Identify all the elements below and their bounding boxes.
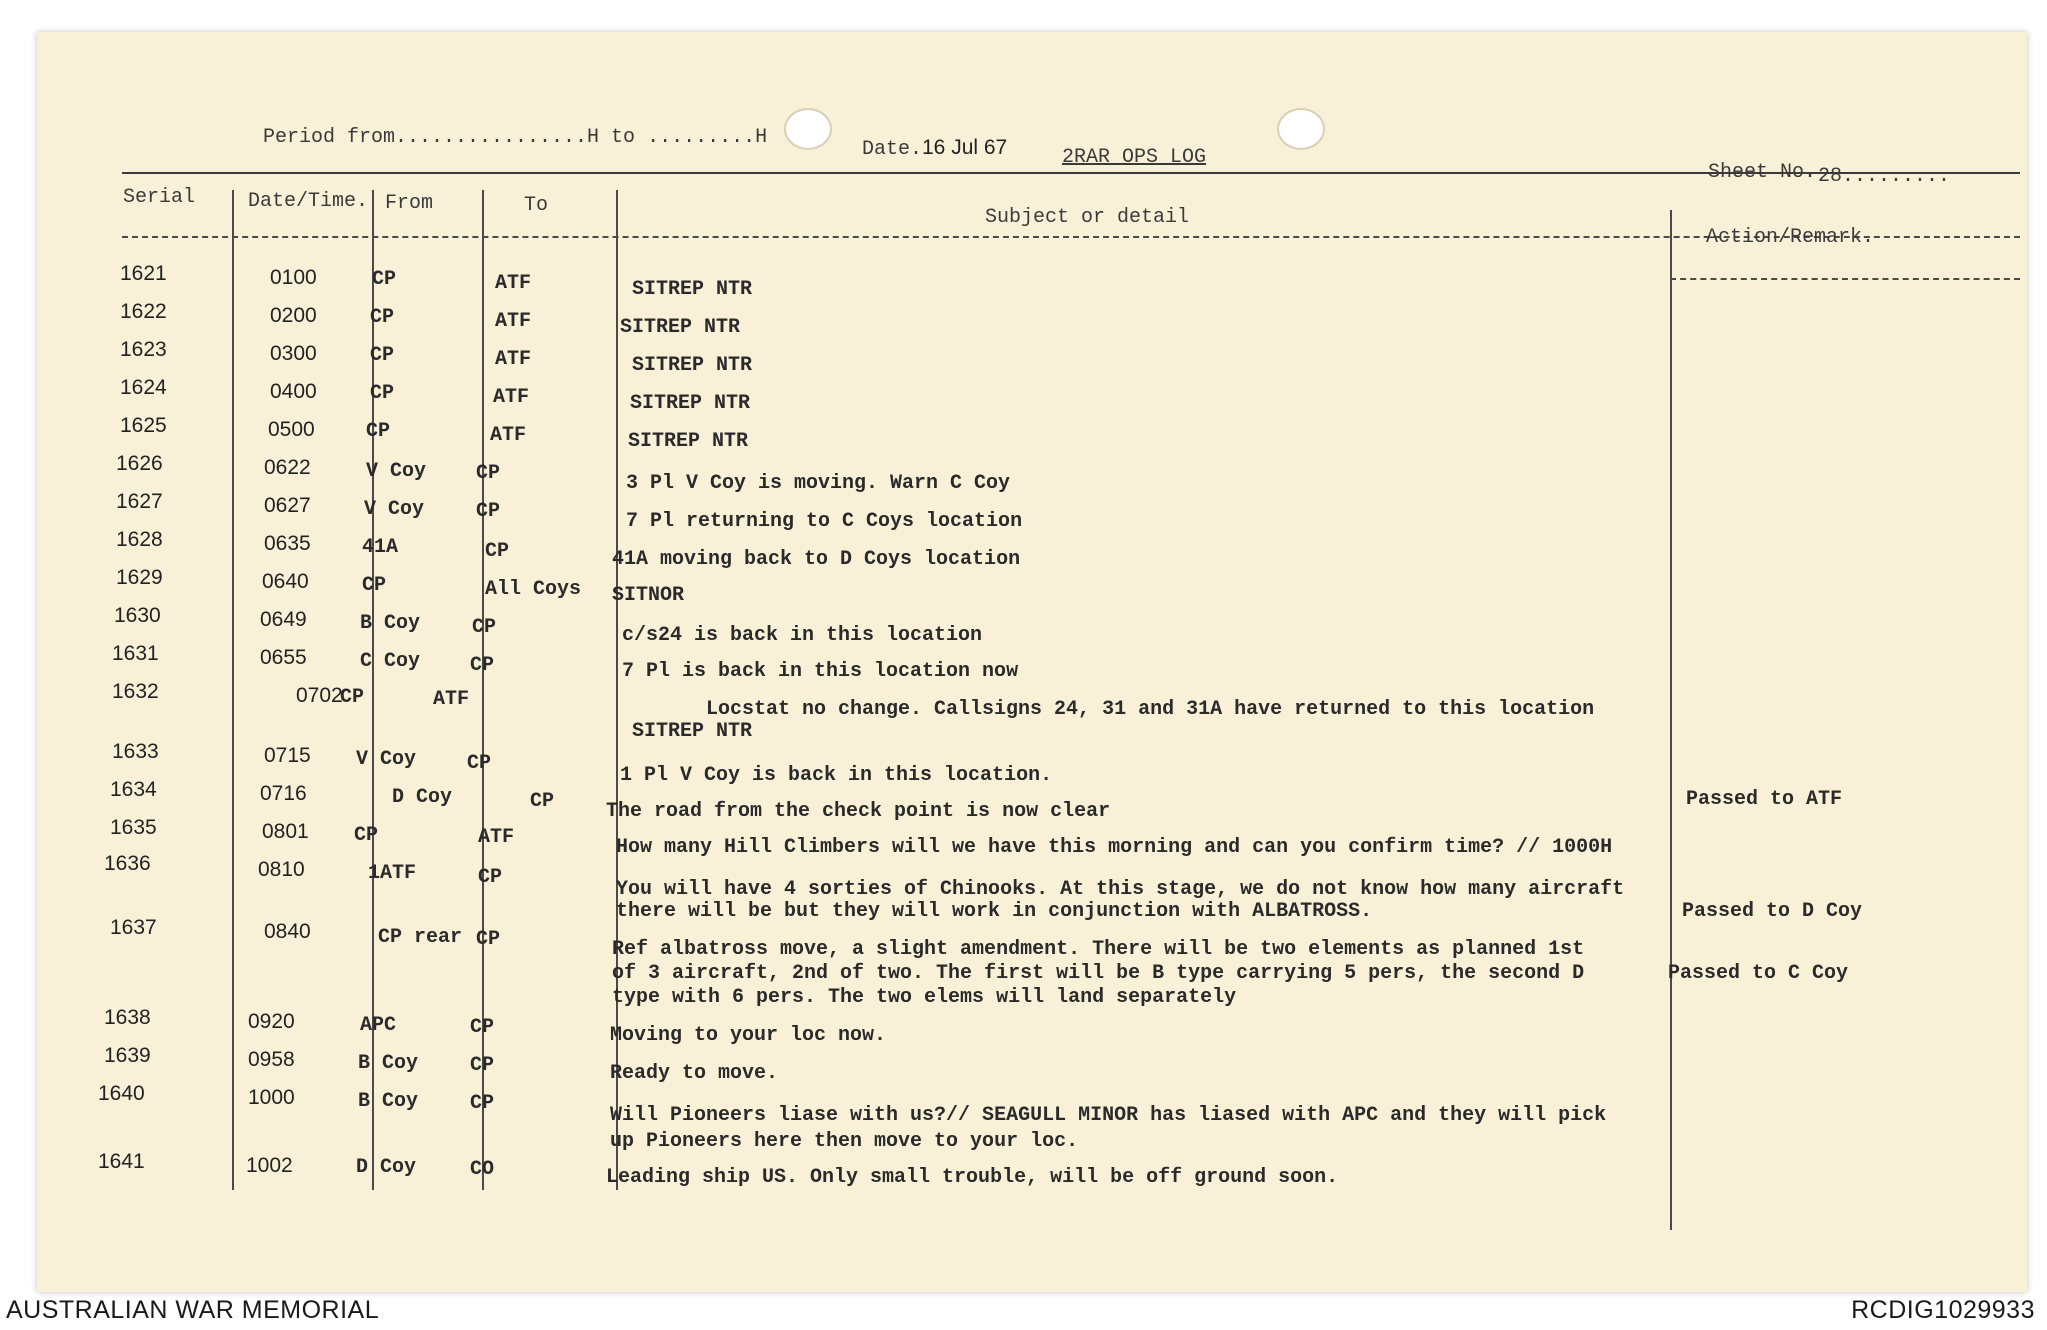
serial-cell: 1628: [116, 528, 163, 551]
detail-cell: Ref albatross move, a slight amendment. There will be two elements as planned 1st: [612, 938, 1585, 961]
detail-cell: 41A moving back to D Coys location: [612, 548, 1021, 571]
detail-cell: You will have 4 sorties of Chinooks. At this stage, we do not know how many aircraft: [616, 878, 1625, 901]
time-cell: 0200: [270, 304, 317, 327]
detail-cell: 7 Pl returning to C Coys location: [626, 510, 1023, 533]
detail-cell-line2: of 3 aircraft, 2nd of two. The first will be B type carrying 5 pers, the second D: [612, 962, 1585, 985]
footer-id: RCDIG1029933: [1851, 1296, 2035, 1324]
time-cell: 0801: [262, 820, 309, 843]
col-serial: Serial: [123, 186, 196, 209]
detail-cell-line2: up Pioneers here then move to your loc.: [610, 1130, 1079, 1153]
from-cell: CP: [370, 344, 395, 367]
detail-cell: SITREP NTR: [632, 354, 753, 377]
from-cell: CP: [362, 574, 387, 597]
remark-cell: Passed to ATF: [1686, 788, 1843, 811]
to-cell: CP: [470, 1054, 495, 1077]
to-cell: CP: [476, 928, 501, 951]
serial-cell: 1638: [104, 1006, 151, 1029]
date-value: 16 Jul 67: [922, 136, 1008, 159]
detail-cell: SITNOR: [612, 584, 685, 607]
sheet-label: Sheet No.: [1708, 161, 1817, 184]
detail-cell: Locstat no change. Callsigns 24, 31 and 31A have returned to this location: [706, 698, 1595, 721]
from-cell: CP: [370, 306, 395, 329]
to-cell: CO: [470, 1158, 495, 1181]
from-cell: D Coy: [356, 1156, 417, 1179]
from-cell: CP rear: [378, 926, 463, 949]
time-cell: 0716: [260, 782, 307, 805]
time-cell: 0400: [270, 380, 317, 403]
detail-cell: Leading ship US. Only small trouble, will be off ground soon.: [606, 1166, 1339, 1189]
serial-cell: 1621: [120, 262, 167, 285]
punch-hole-left: [784, 108, 832, 150]
to-cell: CP: [530, 790, 555, 813]
time-cell: 0840: [264, 920, 311, 943]
time-cell: 0640: [262, 570, 309, 593]
time-cell: 0655: [260, 646, 307, 669]
remark-cell: Passed to D Coy: [1682, 900, 1863, 923]
from-cell: B Coy: [358, 1052, 419, 1075]
to-cell: All Coys: [485, 578, 582, 601]
from-cell: CP: [366, 420, 391, 443]
to-cell: CP: [472, 616, 497, 639]
time-cell: 1002: [246, 1154, 293, 1177]
detail-cell: 7 Pl is back in this location now: [622, 660, 1019, 683]
to-cell: CP: [467, 752, 492, 775]
time-cell: 0715: [264, 744, 311, 767]
to-cell: CP: [470, 654, 495, 677]
serial-cell: 1623: [120, 338, 167, 361]
col-to: To: [524, 194, 549, 217]
col-line-to: [482, 190, 484, 1190]
time-cell: 0635: [264, 532, 311, 555]
detail-cell: SITREP NTR: [620, 316, 741, 339]
time-cell: 1000: [248, 1086, 295, 1109]
serial-cell: 1635: [110, 816, 157, 839]
time-cell: 0810: [258, 858, 305, 881]
to-cell: CP: [470, 1016, 495, 1039]
time-cell: 0627: [264, 494, 311, 517]
detail-cell: 1 Pl V Coy is back in this location.: [620, 764, 1053, 787]
to-cell: CP: [478, 866, 503, 889]
serial-cell: 1633: [112, 740, 159, 763]
detail-cell: SITREP NTR: [628, 430, 749, 453]
from-cell: CP: [372, 268, 397, 291]
to-cell: CP: [476, 462, 501, 485]
from-cell: B Coy: [358, 1090, 419, 1113]
punch-hole-right: [1277, 108, 1325, 150]
from-cell: CP: [370, 382, 395, 405]
header-bottom-rule: [1670, 278, 2020, 280]
col-from: From: [385, 192, 434, 215]
serial-cell: 1634: [110, 778, 157, 801]
serial-cell: 1625: [120, 414, 167, 437]
serial-cell: 1627: [116, 490, 163, 513]
time-cell: 0500: [268, 418, 315, 441]
serial-cell: 1626: [116, 452, 163, 475]
detail-cell-line3: type with 6 pers. The two elems will land separately: [612, 986, 1237, 1009]
sheet-value: 28.........: [1818, 165, 1951, 188]
time-cell: 0702: [296, 684, 343, 707]
detail-cell: The road from the check point is now clear: [606, 800, 1111, 823]
col-line-action: [1670, 210, 1672, 1230]
from-cell: B Coy: [360, 612, 421, 635]
time-cell: 0100: [270, 266, 317, 289]
to-cell: CP: [485, 540, 510, 563]
detail-cell: 3 Pl V Coy is moving. Warn C Coy: [626, 472, 1011, 495]
time-cell: 0649: [260, 608, 307, 631]
from-cell: V Coy: [364, 498, 425, 521]
to-cell: CP: [476, 500, 501, 523]
log-title: 2RAR OPS LOG: [1062, 146, 1207, 169]
period-field: Period from................H to .........H: [263, 126, 768, 149]
time-cell: 0920: [248, 1010, 295, 1033]
from-cell: CP: [340, 686, 365, 709]
detail-cell: SITREP NTR: [632, 278, 753, 301]
detail-cell: SITREP NTR: [630, 392, 751, 415]
to-cell: ATF: [433, 688, 470, 711]
header-top-rule: [122, 172, 2020, 174]
to-cell: CP: [470, 1092, 495, 1115]
from-cell: APC: [360, 1014, 397, 1037]
from-cell: V Coy: [356, 748, 417, 771]
serial-cell: 1641: [98, 1150, 145, 1173]
from-cell: 1ATF: [368, 862, 417, 885]
detail-cell: Will Pioneers liase with us?// SEAGULL MINOR has liased with APC and they will pick: [610, 1104, 1607, 1127]
detail-cell: Ready to move.: [610, 1062, 779, 1085]
to-cell: ATF: [495, 348, 532, 371]
serial-cell: 1630: [114, 604, 161, 627]
serial-cell: 1622: [120, 300, 167, 323]
from-cell: D Coy: [392, 786, 453, 809]
time-cell: 0300: [270, 342, 317, 365]
to-cell: ATF: [495, 310, 532, 333]
serial-cell: 1624: [120, 376, 167, 399]
to-cell: ATF: [495, 272, 532, 295]
col-line-from: [372, 190, 374, 1190]
remark-cell: Passed to C Coy: [1668, 962, 1849, 985]
to-cell: ATF: [493, 386, 530, 409]
from-cell: CP: [354, 824, 379, 847]
to-cell: ATF: [490, 424, 527, 447]
serial-cell: 1637: [110, 916, 157, 939]
detail-cell: c/s24 is back in this location: [622, 624, 983, 647]
time-cell: 0958: [248, 1048, 295, 1071]
detail-cell-line2: there will be but they will work in conjunction with ALBATROSS.: [616, 900, 1373, 923]
detail-cell-line2: SITREP NTR: [632, 720, 753, 743]
serial-cell: 1640: [98, 1082, 145, 1105]
from-cell: V Coy: [366, 460, 427, 483]
time-cell: 0622: [264, 456, 311, 479]
serial-cell: 1629: [116, 566, 163, 589]
serial-cell: 1631: [112, 642, 159, 665]
detail-cell: Moving to your loc now.: [610, 1024, 887, 1047]
serial-cell: 1632: [112, 680, 159, 703]
date-label: Date.: [862, 138, 923, 161]
to-cell: ATF: [478, 826, 515, 849]
col-subject: Subject or detail: [985, 206, 1190, 229]
col-action: Action/Remark.: [1706, 226, 1875, 249]
col-datetime: Date/Time.: [248, 190, 369, 213]
serial-cell: 1636: [104, 852, 151, 875]
detail-cell: How many Hill Climbers will we have this morning and can you confirm time? // 1000H: [616, 836, 1613, 859]
serial-cell: 1639: [104, 1044, 151, 1067]
footer-institution: AUSTRALIAN WAR MEMORIAL: [6, 1296, 380, 1324]
from-cell: 41A: [362, 536, 399, 559]
col-line-datetime: [232, 190, 234, 1190]
from-cell: C Coy: [360, 650, 421, 673]
